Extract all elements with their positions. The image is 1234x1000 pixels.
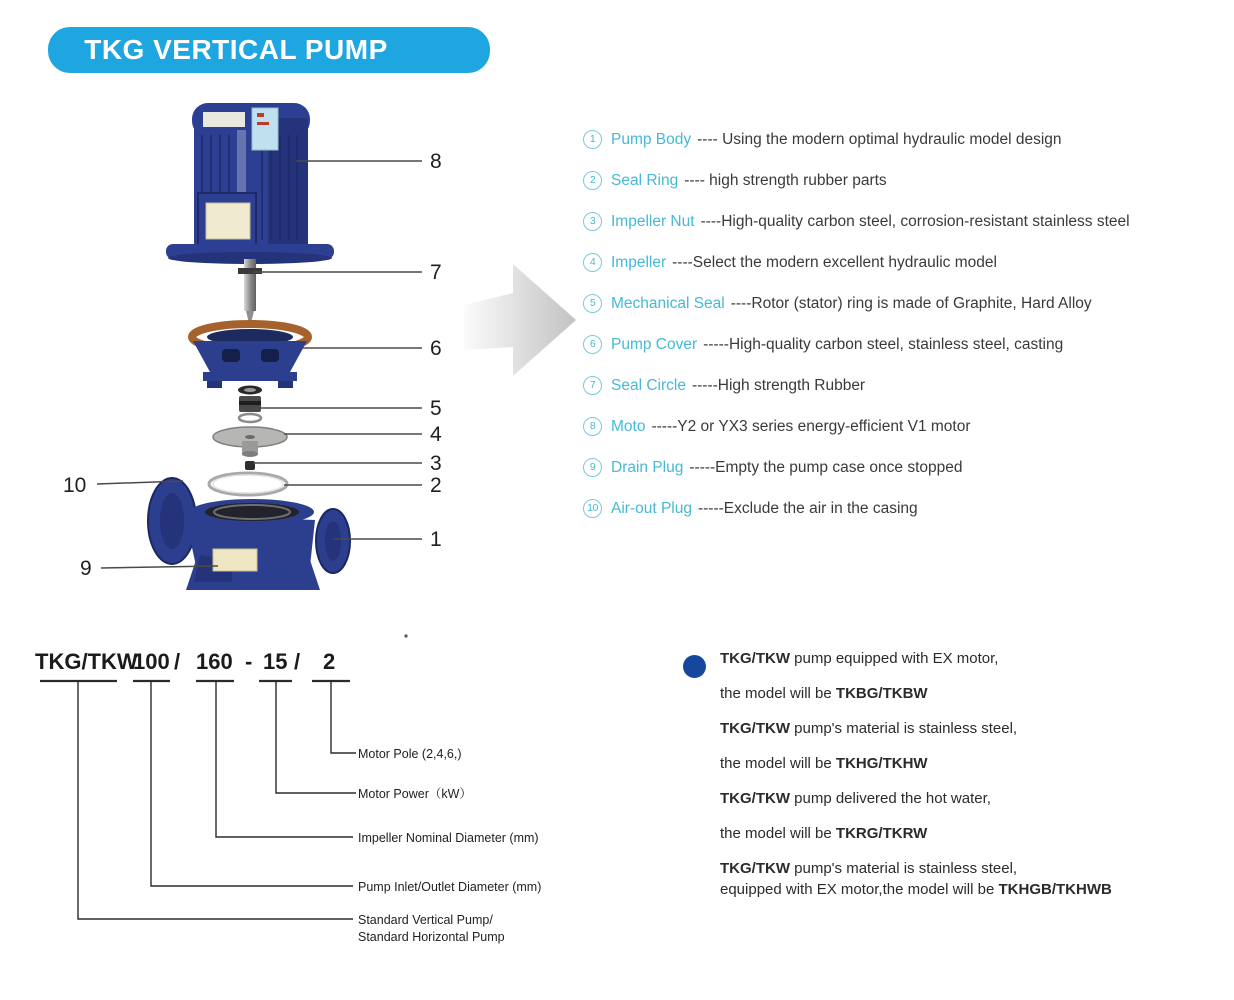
model-series: TKG/TKW bbox=[35, 649, 138, 674]
callout-10: 10 bbox=[63, 474, 87, 497]
part-row bbox=[583, 406, 1130, 447]
part-number-badge: 5 bbox=[583, 294, 602, 313]
label-motor-power: Motor Power（kW） bbox=[358, 787, 472, 801]
part-name: Air-out Plug bbox=[611, 499, 692, 517]
part-name: Drain Plug bbox=[611, 458, 684, 476]
part-number-badge: 3 bbox=[583, 212, 602, 231]
note-line bbox=[720, 859, 1183, 878]
label-motor-pole: Motor Pole (2,4,6,) bbox=[358, 747, 462, 761]
note-model-code: TKHGB/TKHWB bbox=[998, 881, 1112, 898]
part-name: Seal Ring bbox=[611, 171, 679, 189]
part-name: Impeller Nut bbox=[611, 212, 695, 230]
motor-junction-box bbox=[198, 193, 256, 251]
note-text: the model will be bbox=[720, 755, 836, 772]
note-line bbox=[720, 649, 1183, 668]
part-number-badge: 7 bbox=[583, 376, 602, 395]
notes-lines bbox=[720, 649, 1183, 899]
part-description: ----Rotor (stator) ring is made of Graphite, Hard Alloy bbox=[730, 294, 1092, 312]
callout-4: 4 bbox=[430, 423, 442, 446]
title-banner bbox=[48, 27, 490, 73]
part-name: Pump Cover bbox=[611, 335, 698, 353]
mechanical-seal-illustration bbox=[238, 386, 262, 423]
part-row bbox=[583, 283, 1130, 324]
stray-dot bbox=[404, 634, 407, 637]
right-arrow-icon bbox=[464, 264, 576, 376]
part-number-badge: 4 bbox=[583, 253, 602, 272]
part-row bbox=[583, 365, 1130, 406]
note-model-code: TKG/TKW bbox=[720, 720, 790, 737]
note-line bbox=[720, 684, 1183, 703]
part-number-badge: 9 bbox=[583, 458, 602, 477]
model-dash: - bbox=[245, 649, 253, 674]
part-number-badge: 10 bbox=[583, 499, 602, 518]
part-description: ----High-quality carbon steel, corrosion-resistant stainless steel bbox=[700, 212, 1130, 230]
model-power: 15 bbox=[263, 649, 288, 674]
pump-body-label bbox=[213, 549, 257, 571]
part-row bbox=[583, 242, 1130, 283]
callout-2: 2 bbox=[430, 474, 442, 497]
part-description: ----Select the modern excellent hydraulic model bbox=[672, 253, 997, 271]
note-model-code: TKRG/TKRW bbox=[835, 825, 928, 842]
note-text: pump's material is stainless steel, bbox=[789, 860, 1018, 877]
label-inlet-diameter: Pump Inlet/Outlet Diameter (mm) bbox=[358, 880, 542, 894]
part-number-badge: 6 bbox=[583, 335, 602, 354]
part-name: Impeller bbox=[611, 253, 667, 271]
note-line bbox=[720, 719, 1183, 738]
filled-circle-bullet-icon bbox=[683, 655, 706, 678]
part-description: ---- Using the modern optimal hydraulic model design bbox=[697, 130, 1062, 148]
part-name: Moto bbox=[611, 417, 646, 435]
part-description: -----Empty the pump case once stopped bbox=[689, 458, 963, 476]
model-code-string bbox=[35, 649, 335, 674]
part-row bbox=[583, 324, 1130, 365]
label-pump-type-1: Standard Vertical Pump/ bbox=[358, 913, 493, 927]
part-row bbox=[583, 119, 1130, 160]
callout-8: 8 bbox=[430, 150, 442, 173]
part-row bbox=[583, 488, 1130, 529]
note-text: the model will be bbox=[720, 825, 836, 842]
model-impeller: 160 bbox=[196, 649, 233, 674]
part-description: -----Exclude the air in the casing bbox=[697, 499, 918, 517]
page-title: TKG VERTICAL PUMP bbox=[84, 34, 388, 65]
callout-5: 5 bbox=[430, 397, 442, 420]
impeller-illustration bbox=[213, 427, 287, 457]
pump-cover-illustration bbox=[192, 324, 308, 388]
model-variant-notes bbox=[683, 649, 1183, 915]
model-pole: 2 bbox=[323, 649, 336, 674]
note-model-code: TKBG/TKBW bbox=[835, 685, 928, 702]
model-code-diagram bbox=[0, 615, 620, 1000]
callout-3: 3 bbox=[430, 452, 442, 475]
note-line bbox=[720, 880, 1183, 899]
part-name: Mechanical Seal bbox=[611, 294, 725, 312]
model-slash1: / bbox=[174, 649, 181, 674]
model-connector-lines bbox=[78, 681, 356, 919]
part-description: ---- high strength rubber parts bbox=[684, 171, 887, 189]
note-model-code: TKG/TKW bbox=[720, 790, 790, 807]
part-row bbox=[583, 447, 1130, 488]
pump-exploded-diagram bbox=[0, 80, 580, 610]
part-name: Seal Circle bbox=[611, 376, 686, 394]
shaft-illustration bbox=[238, 259, 262, 323]
label-impeller-diameter: Impeller Nominal Diameter (mm) bbox=[358, 831, 539, 845]
note-line bbox=[720, 824, 1183, 843]
part-row bbox=[583, 201, 1130, 242]
parts-list bbox=[583, 119, 1130, 529]
note-text: pump's material is stainless steel, bbox=[789, 720, 1018, 737]
note-text: the model will be bbox=[720, 685, 836, 702]
part-name: Pump Body bbox=[611, 130, 692, 148]
part-number-badge: 8 bbox=[583, 417, 602, 436]
part-description: -----High strength Rubber bbox=[691, 376, 866, 394]
note-line bbox=[720, 754, 1183, 773]
model-code-labels bbox=[358, 747, 541, 944]
motor-illustration bbox=[166, 103, 334, 264]
callout-1: 1 bbox=[430, 528, 442, 551]
note-text: pump equipped with EX motor, bbox=[789, 650, 999, 667]
part-row bbox=[583, 160, 1130, 201]
callout-6: 6 bbox=[430, 337, 442, 360]
note-model-code: TKG/TKW bbox=[720, 860, 790, 877]
seal-ring-illustration bbox=[209, 473, 287, 495]
part-description: -----High-quality carbon steel, stainless steel, casting bbox=[703, 335, 1064, 353]
callout-9: 9 bbox=[80, 557, 92, 580]
part-number-badge: 2 bbox=[583, 171, 602, 190]
part-description: -----Y2 or YX3 series energy-efficient V1 motor bbox=[651, 417, 971, 435]
motor-side-label bbox=[252, 108, 278, 150]
model-slash2: / bbox=[294, 649, 301, 674]
note-text: pump delivered the hot water, bbox=[789, 790, 991, 807]
note-line bbox=[720, 789, 1183, 808]
motor-top-label bbox=[203, 112, 245, 127]
note-text: equipped with EX motor,the model will be bbox=[720, 881, 999, 898]
part-number-badge: 1 bbox=[583, 130, 602, 149]
label-pump-type-2: Standard Horizontal Pump bbox=[358, 930, 505, 944]
callout-7: 7 bbox=[430, 261, 442, 284]
note-model-code: TKHG/TKHW bbox=[835, 755, 928, 772]
model-inlet: 100 bbox=[133, 649, 170, 674]
note-model-code: TKG/TKW bbox=[720, 650, 790, 667]
